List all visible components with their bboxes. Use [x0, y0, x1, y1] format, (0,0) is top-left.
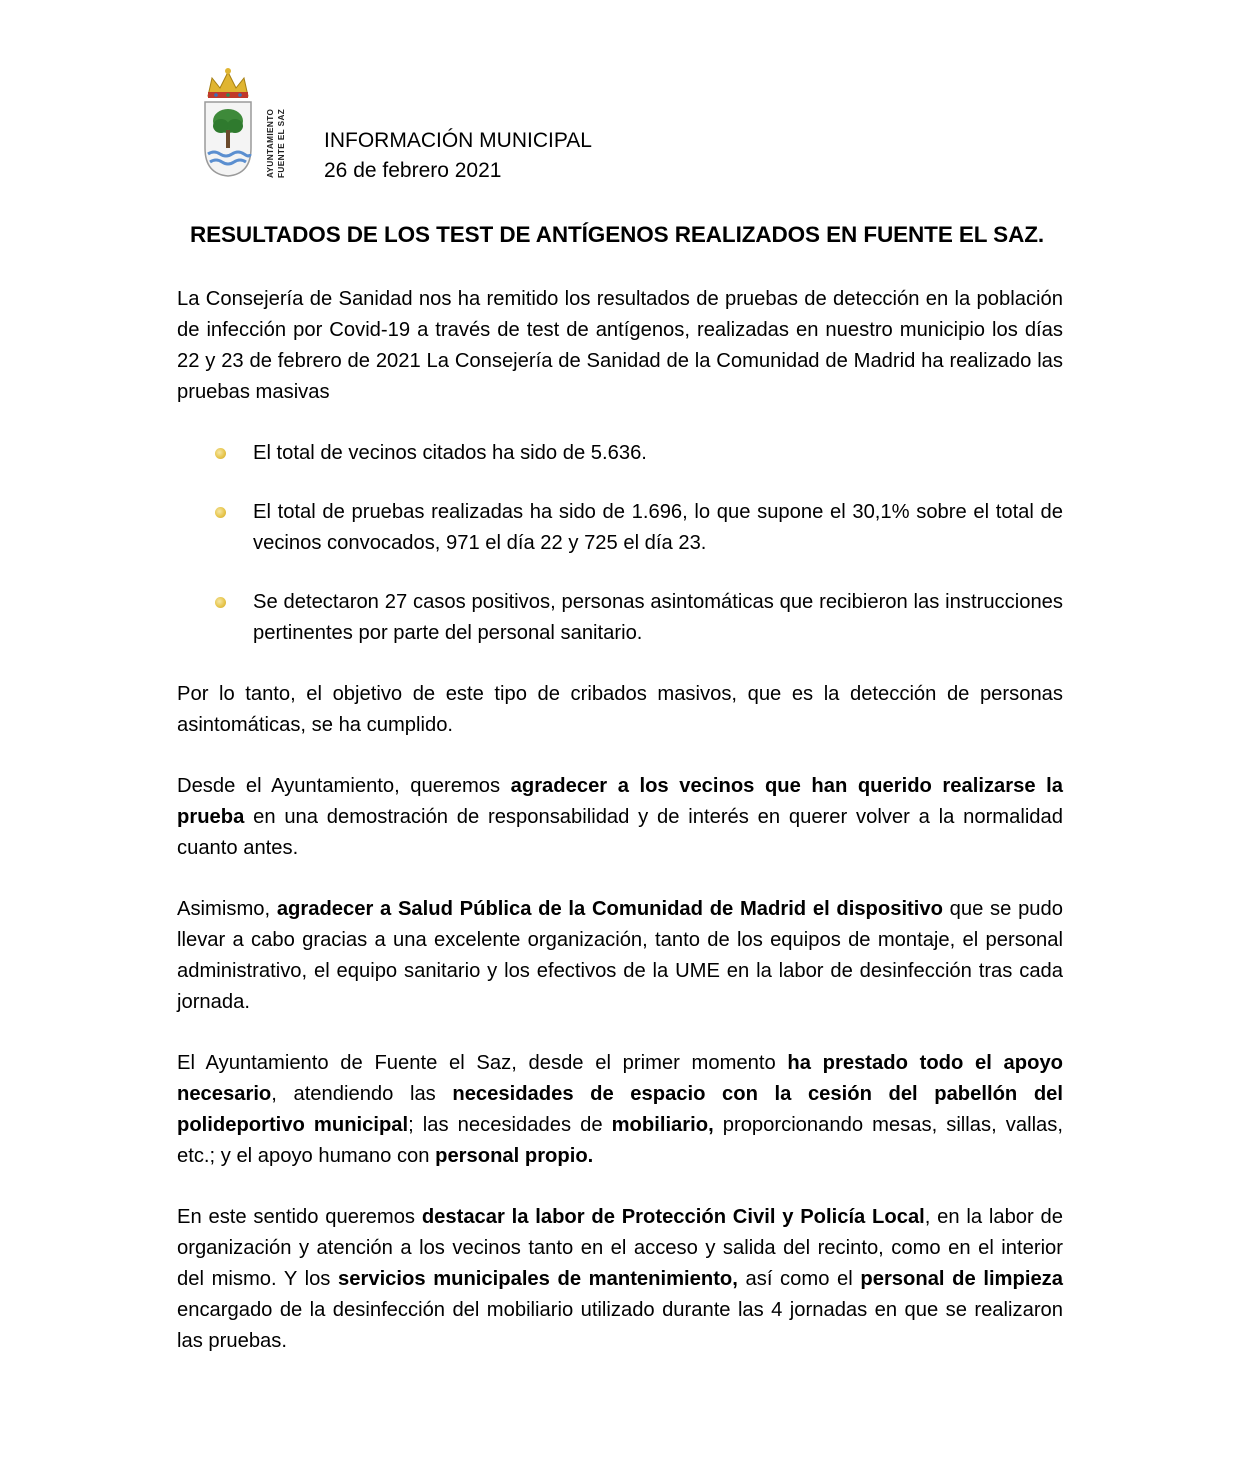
list-item-text: El total de pruebas realizadas ha sido de 1.696, lo que supone el 30,1% sobre el total de vecinos convocados, 971 el día 22 y 725 el día 23. — [253, 501, 1063, 554]
text-run: proporcionando mesas, sillas, vallas, etc.; y el apoyo humano con — [177, 1114, 1063, 1167]
coat-of-arms-icon — [200, 66, 292, 182]
salud-publica-paragraph — [177, 894, 1063, 1018]
bold-run: ha prestado todo el apoyo necesario — [177, 1052, 1064, 1105]
bullet-icon — [215, 597, 226, 608]
bold-run: servicios municipales de mantenimiento, — [338, 1268, 738, 1290]
list-item — [253, 438, 1063, 469]
document-body — [177, 284, 1063, 1387]
list-item — [253, 497, 1063, 559]
text-run: Desde el Ayuntamiento, queremos — [177, 775, 511, 797]
logo-text-line1: AYUNTAMIENTO — [266, 108, 275, 178]
bold-run: agradecer a Salud Pública de la Comunidad de Madrid el dispositivo — [276, 898, 943, 920]
text-run: , en la labor de organización y atención a los vecinos tanto en el acceso y salida del recinto, como en el interior del mismo. Y los — [177, 1206, 1063, 1290]
bold-run: necesidades de espacio con la cesión del pabellón del polideportivo municipal — [177, 1083, 1063, 1136]
text-run: El Ayuntamiento de Fuente el Saz, desde el primer momento — [177, 1052, 788, 1074]
highlight-paragraph — [177, 1202, 1063, 1357]
text-run: En este sentido queremos — [177, 1206, 422, 1228]
bold-run: personal de limpieza — [860, 1268, 1063, 1290]
text-run: , atendiendo las — [271, 1083, 453, 1105]
support-paragraph — [177, 1048, 1063, 1172]
header-date: 26 de febrero 2021 — [324, 159, 502, 182]
gratitude-paragraph — [177, 771, 1063, 864]
bullet-icon — [215, 507, 226, 518]
text-run: que se pudo llevar a cabo gracias a una excelente organización, tanto de los equipos de montaje, el personal administrativo, el equipo sanitario y los efectivos de la UME en la labor de desinfección tras cada jornada. — [177, 898, 1063, 1013]
list-item-text: El total de vecinos citados ha sido de 5.636. — [253, 442, 647, 464]
text-run: ; las necesidades de — [408, 1114, 612, 1136]
bold-run: mobiliario, — [611, 1114, 714, 1136]
logo-text-line2: FUENTE EL SAZ — [277, 108, 286, 178]
list-item-text: Se detectaron 27 casos positivos, personas asintomáticas que recibieron las instrucciones pertinentes por parte del personal sanitario. — [253, 591, 1063, 644]
bullet-icon — [215, 448, 226, 459]
bold-run: personal propio. — [435, 1145, 594, 1167]
header — [324, 126, 592, 186]
text-run: así como el — [737, 1268, 861, 1290]
bold-run: destacar la labor de Protección Civil y Policía Local — [421, 1206, 925, 1228]
header-label: INFORMACIÓN MUNICIPAL — [324, 129, 592, 152]
list-item — [253, 587, 1063, 649]
bold-run: agradecer a los vecinos que han querido realizarse la prueba — [177, 775, 1063, 828]
text-run: en una demostración de responsabilidad y de interés en querer volver a la normalidad cuanto antes. — [177, 806, 1063, 859]
results-list — [177, 438, 1063, 649]
document-title: RESULTADOS DE LOS TEST DE ANTÍGENOS REALIZADOS EN FUENTE EL SAZ. — [189, 222, 1045, 247]
text-run: encargado de la desinfección del mobiliario utilizado durante las 4 jornadas en que se realizaron las pruebas. — [177, 1299, 1063, 1352]
text-run: Asimismo, — [177, 898, 277, 920]
conclusion-paragraph: Por lo tanto, el objetivo de este tipo de cribados masivos, que es la detección de personas asintomáticas, se ha cumplido. — [177, 683, 1063, 736]
intro-paragraph: La Consejería de Sanidad nos ha remitido los resultados de pruebas de detección en la población de infección por Covid-19 a través de test de antígenos, realizadas en nuestro municipio los días 22 y 23 de febrero de 2021 La Consejería de Sanidad de la Comunidad de Madrid ha realizado las pruebas masivas — [177, 288, 1063, 403]
municipal-logo — [200, 66, 292, 182]
